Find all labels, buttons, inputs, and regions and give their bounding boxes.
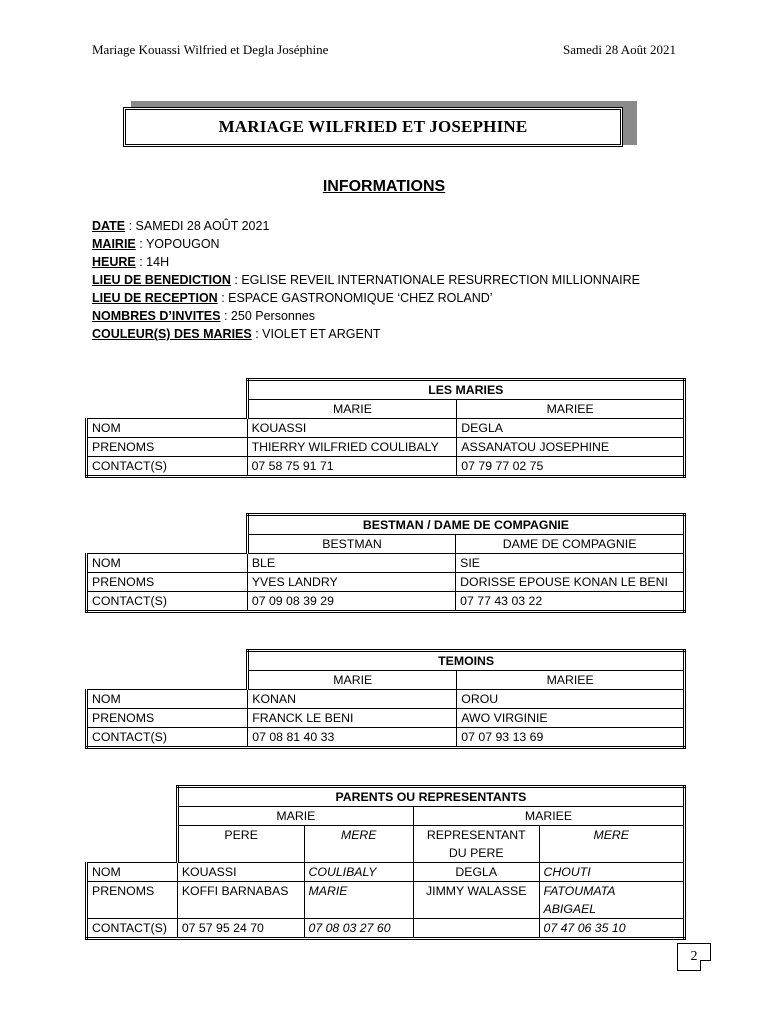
table-cell: DORISSE EPOUSE KONAN LE BENI <box>456 573 685 592</box>
row-label: CONTACT(S) <box>87 919 178 939</box>
header-date: Samedi 28 Août 2021 <box>562 42 676 57</box>
row-label: CONTACT(S) <box>87 592 248 612</box>
page-fold-corner <box>700 960 711 971</box>
group-header-marie: MARIE <box>177 807 413 826</box>
table-cell: THIERRY WILFRIED COULIBALY <box>247 438 457 457</box>
table-bestman <box>85 513 686 613</box>
row-label: PRENOMS <box>87 709 248 728</box>
column-header: DAME DE COMPAGNIE <box>456 535 685 554</box>
table-cell: 07 07 93 13 69 <box>457 728 685 748</box>
row-label: NOM <box>87 419 248 438</box>
column-header-pere: PERE <box>177 826 304 863</box>
table-title: BESTMAN / DAME DE COMPAGNIE <box>247 515 684 535</box>
table-cell: FRANCK LE BENI <box>248 709 457 728</box>
table-cell: AWO VIRGINIE <box>457 709 685 728</box>
info-line-heure: HEURE : 14H <box>92 255 170 269</box>
header-left-text: Mariage Kouassi Wilfried et Degla Joséphine <box>92 42 329 57</box>
table-cell: YVES LANDRY <box>247 573 455 592</box>
info-line-date: DATE : SAMEDI 28 AOÛT 2021 <box>92 219 270 233</box>
table-cell: 07 79 77 02 75 <box>457 457 685 477</box>
table-cell: 07 77 43 03 22 <box>456 592 685 612</box>
table-cell: OROU <box>457 690 685 709</box>
table-cell: CHOUTI <box>539 863 685 882</box>
column-header: BESTMAN <box>247 535 455 554</box>
table-cell: KOUASSI <box>177 863 304 882</box>
table-cell: KOFFI BARNABAS <box>177 882 304 919</box>
column-header-mere: MERE <box>304 826 413 863</box>
table-title: TEMOINS <box>248 651 685 671</box>
table-cell: 07 09 08 39 29 <box>247 592 455 612</box>
table-title: LES MARIES <box>247 380 684 400</box>
group-header-mariee: MARIEE <box>413 807 684 826</box>
table-temoins <box>85 649 686 749</box>
info-line-invites: NOMBRES D’INVITES : 250 Personnes <box>92 309 316 323</box>
column-header-mere: MERE <box>539 826 685 863</box>
column-header: MARIE <box>248 671 457 690</box>
row-label: NOM <box>87 554 248 573</box>
info-line-mairie: MAIRIE : YOPOUGON <box>92 237 220 251</box>
table-cell: KOUASSI <box>247 419 457 438</box>
title-box <box>123 107 623 147</box>
info-line-benediction: LIEU DE BENEDICTION : EGLISE REVEIL INTERNATIONALE RESURRECTION MILLIONNAIRE <box>92 273 641 287</box>
table-cell: 07 47 06 35 10 <box>539 919 685 939</box>
row-label: NOM <box>87 690 248 709</box>
table-parents <box>85 785 686 940</box>
table-cell: MARIE <box>304 882 413 919</box>
table-cell: COULIBALY <box>304 863 413 882</box>
table-cell: DEGLA <box>413 863 539 882</box>
info-line-couleurs: COULEUR(S) DES MARIES : VIOLET ET ARGENT <box>92 327 381 341</box>
info-block <box>92 217 640 343</box>
document-title: MARIAGE WILFRIED ET JOSEPHINE <box>218 117 528 136</box>
table-cell: KONAN <box>248 690 457 709</box>
table-cell: 07 08 81 40 33 <box>248 728 457 748</box>
row-label: PRENOMS <box>87 573 248 592</box>
info-line-reception: LIEU DE RECEPTION : ESPACE GASTRONOMIQUE ‘CHEZ ROLAND’ <box>92 291 493 305</box>
table-cell: BLE <box>247 554 455 573</box>
row-label: PRENOMS <box>87 882 178 919</box>
table-title: PARENTS OU REPRESENTANTS <box>177 787 684 807</box>
table-cell: 07 08 03 27 60 <box>304 919 413 939</box>
table-cell: ASSANATOU JOSEPHINE <box>457 438 685 457</box>
section-title: INFORMATIONS <box>322 178 446 195</box>
row-label: NOM <box>87 863 178 882</box>
column-header-representant: REPRESENTANT DU PERE <box>413 826 539 863</box>
table-cell: 07 57 95 24 70 <box>177 919 304 939</box>
column-header: MARIEE <box>457 400 685 419</box>
page-number: 2 <box>677 943 711 971</box>
column-header: MARIEE <box>457 671 685 690</box>
row-label: CONTACT(S) <box>87 728 248 748</box>
row-label: CONTACT(S) <box>87 457 248 477</box>
table-les-maries <box>85 378 686 478</box>
table-cell: FATOUMATA ABIGAEL <box>539 882 685 919</box>
row-label: PRENOMS <box>87 438 248 457</box>
table-cell: DEGLA <box>457 419 685 438</box>
table-cell <box>413 919 539 939</box>
table-cell: 07 58 75 91 71 <box>247 457 457 477</box>
column-header: MARIE <box>247 400 457 419</box>
table-cell: SIE <box>456 554 685 573</box>
table-cell: JIMMY WALASSE <box>413 882 539 919</box>
